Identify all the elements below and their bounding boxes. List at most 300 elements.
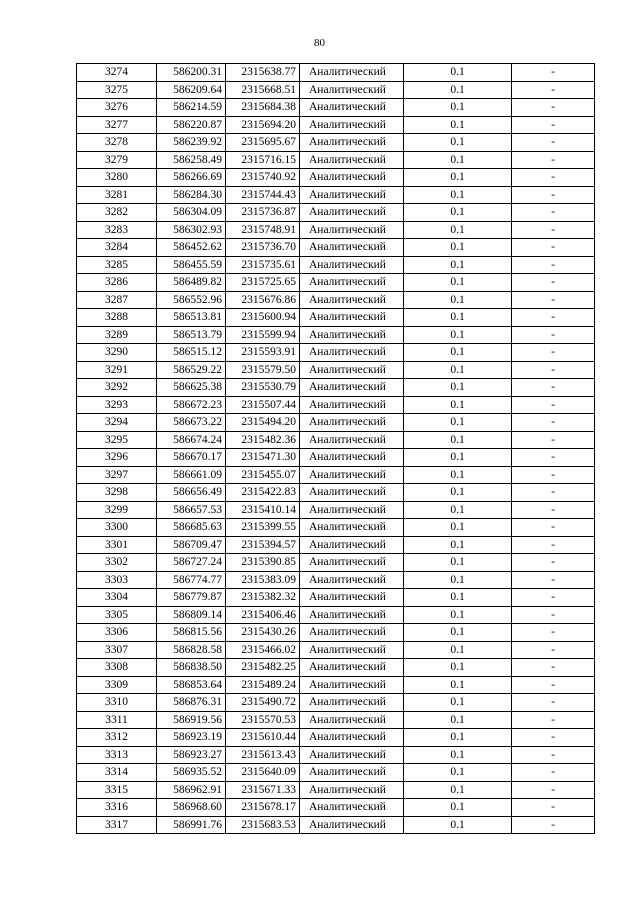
note-cell: -: [512, 641, 595, 659]
y-coordinate-cell: 2315471.30: [226, 449, 300, 467]
table-row: [77, 694, 595, 712]
note-cell: -: [512, 396, 595, 414]
point-number-cell: 3317: [77, 816, 157, 834]
y-coordinate-cell: 2315530.79: [226, 379, 300, 397]
note-cell: -: [512, 344, 595, 362]
method-cell: Аналитический: [300, 694, 404, 712]
accuracy-cell: 0.1: [404, 781, 512, 799]
method-cell: Аналитический: [300, 291, 404, 309]
note-cell: -: [512, 431, 595, 449]
note-cell: -: [512, 746, 595, 764]
point-number-cell: 3284: [77, 239, 157, 257]
method-cell: Аналитический: [300, 536, 404, 554]
table-row: [77, 81, 595, 99]
table-row: [77, 64, 595, 82]
accuracy-cell: 0.1: [404, 729, 512, 747]
table-row: [77, 326, 595, 344]
accuracy-cell: 0.1: [404, 81, 512, 99]
point-number-cell: 3287: [77, 291, 157, 309]
table-row: [77, 221, 595, 239]
y-coordinate-cell: 2315570.53: [226, 711, 300, 729]
point-number-cell: 3277: [77, 116, 157, 134]
method-cell: Аналитический: [300, 501, 404, 519]
table-row: [77, 484, 595, 502]
y-coordinate-cell: 2315507.44: [226, 396, 300, 414]
table-row: [77, 396, 595, 414]
accuracy-cell: 0.1: [404, 344, 512, 362]
method-cell: Аналитический: [300, 186, 404, 204]
point-number-cell: 3282: [77, 204, 157, 222]
y-coordinate-cell: 2315748.91: [226, 221, 300, 239]
note-cell: -: [512, 659, 595, 677]
y-coordinate-cell: 2315716.15: [226, 151, 300, 169]
point-number-cell: 3311: [77, 711, 157, 729]
point-number-cell: 3297: [77, 466, 157, 484]
x-coordinate-cell: 586529.22: [157, 361, 226, 379]
table-row: [77, 746, 595, 764]
point-number-cell: 3308: [77, 659, 157, 677]
y-coordinate-cell: 2315382.32: [226, 589, 300, 607]
method-cell: Аналитический: [300, 326, 404, 344]
y-coordinate-cell: 2315489.24: [226, 676, 300, 694]
point-number-cell: 3302: [77, 554, 157, 572]
accuracy-cell: 0.1: [404, 589, 512, 607]
table-row: [77, 256, 595, 274]
table-row: [77, 309, 595, 327]
table-row: [77, 554, 595, 572]
table-row: [77, 169, 595, 187]
method-cell: Аналитический: [300, 781, 404, 799]
point-number-cell: 3296: [77, 449, 157, 467]
table-row: [77, 781, 595, 799]
method-cell: Аналитический: [300, 116, 404, 134]
point-number-cell: 3310: [77, 694, 157, 712]
x-coordinate-cell: 586853.64: [157, 676, 226, 694]
note-cell: -: [512, 256, 595, 274]
point-number-cell: 3283: [77, 221, 157, 239]
x-coordinate-cell: 586513.81: [157, 309, 226, 327]
method-cell: Аналитический: [300, 239, 404, 257]
x-coordinate-cell: 586239.92: [157, 134, 226, 152]
y-coordinate-cell: 2315638.77: [226, 64, 300, 82]
accuracy-cell: 0.1: [404, 204, 512, 222]
accuracy-cell: 0.1: [404, 816, 512, 834]
x-coordinate-cell: 586513.79: [157, 326, 226, 344]
point-number-cell: 3292: [77, 379, 157, 397]
note-cell: -: [512, 484, 595, 502]
note-cell: -: [512, 536, 595, 554]
point-number-cell: 3274: [77, 64, 157, 82]
accuracy-cell: 0.1: [404, 326, 512, 344]
point-number-cell: 3276: [77, 99, 157, 117]
accuracy-cell: 0.1: [404, 414, 512, 432]
note-cell: -: [512, 466, 595, 484]
note-cell: -: [512, 169, 595, 187]
table-row: [77, 676, 595, 694]
point-number-cell: 3316: [77, 799, 157, 817]
point-number-cell: 3314: [77, 764, 157, 782]
accuracy-cell: 0.1: [404, 64, 512, 82]
method-cell: Аналитический: [300, 99, 404, 117]
method-cell: Аналитический: [300, 554, 404, 572]
method-cell: Аналитический: [300, 151, 404, 169]
y-coordinate-cell: 2315599.94: [226, 326, 300, 344]
method-cell: Аналитический: [300, 361, 404, 379]
x-coordinate-cell: 586515.12: [157, 344, 226, 362]
table-row: [77, 204, 595, 222]
accuracy-cell: 0.1: [404, 274, 512, 292]
method-cell: Аналитический: [300, 799, 404, 817]
y-coordinate-cell: 2315671.33: [226, 781, 300, 799]
accuracy-cell: 0.1: [404, 256, 512, 274]
method-cell: Аналитический: [300, 274, 404, 292]
table-row: [77, 589, 595, 607]
x-coordinate-cell: 586674.24: [157, 431, 226, 449]
note-cell: -: [512, 606, 595, 624]
point-number-cell: 3288: [77, 309, 157, 327]
table-row: [77, 659, 595, 677]
y-coordinate-cell: 2315676.86: [226, 291, 300, 309]
accuracy-cell: 0.1: [404, 134, 512, 152]
method-cell: Аналитический: [300, 589, 404, 607]
y-coordinate-cell: 2315736.70: [226, 239, 300, 257]
table-row: [77, 291, 595, 309]
method-cell: Аналитический: [300, 729, 404, 747]
method-cell: Аналитический: [300, 396, 404, 414]
x-coordinate-cell: 586625.38: [157, 379, 226, 397]
accuracy-cell: 0.1: [404, 606, 512, 624]
table-row: [77, 571, 595, 589]
accuracy-cell: 0.1: [404, 746, 512, 764]
y-coordinate-cell: 2315640.09: [226, 764, 300, 782]
x-coordinate-cell: 586685.63: [157, 519, 226, 537]
y-coordinate-cell: 2315668.51: [226, 81, 300, 99]
accuracy-cell: 0.1: [404, 116, 512, 134]
x-coordinate-cell: 586302.93: [157, 221, 226, 239]
accuracy-cell: 0.1: [404, 396, 512, 414]
method-cell: Аналитический: [300, 746, 404, 764]
note-cell: -: [512, 449, 595, 467]
method-cell: Аналитический: [300, 134, 404, 152]
method-cell: Аналитический: [300, 484, 404, 502]
x-coordinate-cell: 586991.76: [157, 816, 226, 834]
accuracy-cell: 0.1: [404, 169, 512, 187]
x-coordinate-cell: 586968.60: [157, 799, 226, 817]
note-cell: -: [512, 589, 595, 607]
point-number-cell: 3303: [77, 571, 157, 589]
y-coordinate-cell: 2315684.38: [226, 99, 300, 117]
table-row: [77, 186, 595, 204]
method-cell: Аналитический: [300, 169, 404, 187]
y-coordinate-cell: 2315695.67: [226, 134, 300, 152]
y-coordinate-cell: 2315455.07: [226, 466, 300, 484]
table-row: [77, 711, 595, 729]
y-coordinate-cell: 2315683.53: [226, 816, 300, 834]
accuracy-cell: 0.1: [404, 309, 512, 327]
point-number-cell: 3285: [77, 256, 157, 274]
accuracy-cell: 0.1: [404, 554, 512, 572]
point-number-cell: 3313: [77, 746, 157, 764]
method-cell: Аналитический: [300, 221, 404, 239]
x-coordinate-cell: 586779.87: [157, 589, 226, 607]
method-cell: Аналитический: [300, 64, 404, 82]
point-number-cell: 3278: [77, 134, 157, 152]
y-coordinate-cell: 2315394.57: [226, 536, 300, 554]
y-coordinate-cell: 2315610.44: [226, 729, 300, 747]
note-cell: -: [512, 99, 595, 117]
point-number-cell: 3275: [77, 81, 157, 99]
x-coordinate-cell: 586815.56: [157, 624, 226, 642]
note-cell: -: [512, 204, 595, 222]
note-cell: -: [512, 116, 595, 134]
x-coordinate-cell: 586214.59: [157, 99, 226, 117]
x-coordinate-cell: 586209.64: [157, 81, 226, 99]
accuracy-cell: 0.1: [404, 449, 512, 467]
method-cell: Аналитический: [300, 256, 404, 274]
table-row: [77, 816, 595, 834]
table-row: [77, 466, 595, 484]
y-coordinate-cell: 2315406.46: [226, 606, 300, 624]
accuracy-cell: 0.1: [404, 379, 512, 397]
note-cell: -: [512, 309, 595, 327]
note-cell: -: [512, 781, 595, 799]
accuracy-cell: 0.1: [404, 291, 512, 309]
method-cell: Аналитический: [300, 816, 404, 834]
y-coordinate-cell: 2315466.02: [226, 641, 300, 659]
page-number: 80: [314, 37, 325, 49]
x-coordinate-cell: 586657.53: [157, 501, 226, 519]
table-row: [77, 501, 595, 519]
x-coordinate-cell: 586838.50: [157, 659, 226, 677]
accuracy-cell: 0.1: [404, 536, 512, 554]
x-coordinate-cell: 586489.82: [157, 274, 226, 292]
note-cell: -: [512, 571, 595, 589]
x-coordinate-cell: 586670.17: [157, 449, 226, 467]
x-coordinate-cell: 586774.77: [157, 571, 226, 589]
x-coordinate-cell: 586709.47: [157, 536, 226, 554]
y-coordinate-cell: 2315390.85: [226, 554, 300, 572]
method-cell: Аналитический: [300, 379, 404, 397]
point-number-cell: 3299: [77, 501, 157, 519]
accuracy-cell: 0.1: [404, 571, 512, 589]
y-coordinate-cell: 2315678.17: [226, 799, 300, 817]
accuracy-cell: 0.1: [404, 501, 512, 519]
point-number-cell: 3291: [77, 361, 157, 379]
table-row: [77, 239, 595, 257]
x-coordinate-cell: 586828.58: [157, 641, 226, 659]
point-number-cell: 3298: [77, 484, 157, 502]
accuracy-cell: 0.1: [404, 659, 512, 677]
note-cell: -: [512, 519, 595, 537]
note-cell: -: [512, 764, 595, 782]
table-row: [77, 116, 595, 134]
x-coordinate-cell: 586258.49: [157, 151, 226, 169]
coordinates-table: [76, 63, 595, 834]
table-row: [77, 624, 595, 642]
y-coordinate-cell: 2315744.43: [226, 186, 300, 204]
y-coordinate-cell: 2315600.94: [226, 309, 300, 327]
x-coordinate-cell: 586727.24: [157, 554, 226, 572]
note-cell: -: [512, 326, 595, 344]
accuracy-cell: 0.1: [404, 799, 512, 817]
note-cell: -: [512, 239, 595, 257]
table-row: [77, 134, 595, 152]
x-coordinate-cell: 586672.23: [157, 396, 226, 414]
accuracy-cell: 0.1: [404, 764, 512, 782]
point-number-cell: 3315: [77, 781, 157, 799]
accuracy-cell: 0.1: [404, 431, 512, 449]
method-cell: Аналитический: [300, 764, 404, 782]
note-cell: -: [512, 816, 595, 834]
point-number-cell: 3312: [77, 729, 157, 747]
method-cell: Аналитический: [300, 624, 404, 642]
accuracy-cell: 0.1: [404, 466, 512, 484]
y-coordinate-cell: 2315490.72: [226, 694, 300, 712]
x-coordinate-cell: 586266.69: [157, 169, 226, 187]
point-number-cell: 3306: [77, 624, 157, 642]
note-cell: -: [512, 501, 595, 519]
point-number-cell: 3307: [77, 641, 157, 659]
x-coordinate-cell: 586200.31: [157, 64, 226, 82]
table-row: [77, 536, 595, 554]
table-row: [77, 99, 595, 117]
point-number-cell: 3279: [77, 151, 157, 169]
accuracy-cell: 0.1: [404, 99, 512, 117]
y-coordinate-cell: 2315383.09: [226, 571, 300, 589]
note-cell: -: [512, 186, 595, 204]
note-cell: -: [512, 64, 595, 82]
table-row: [77, 641, 595, 659]
y-coordinate-cell: 2315613.43: [226, 746, 300, 764]
method-cell: Аналитический: [300, 641, 404, 659]
x-coordinate-cell: 586661.09: [157, 466, 226, 484]
note-cell: -: [512, 624, 595, 642]
note-cell: -: [512, 414, 595, 432]
point-number-cell: 3290: [77, 344, 157, 362]
y-coordinate-cell: 2315593.91: [226, 344, 300, 362]
method-cell: Аналитический: [300, 676, 404, 694]
point-number-cell: 3294: [77, 414, 157, 432]
y-coordinate-cell: 2315482.36: [226, 431, 300, 449]
x-coordinate-cell: 586962.91: [157, 781, 226, 799]
accuracy-cell: 0.1: [404, 676, 512, 694]
table-row: [77, 799, 595, 817]
x-coordinate-cell: 586455.59: [157, 256, 226, 274]
accuracy-cell: 0.1: [404, 361, 512, 379]
x-coordinate-cell: 586923.27: [157, 746, 226, 764]
table-row: [77, 274, 595, 292]
y-coordinate-cell: 2315740.92: [226, 169, 300, 187]
method-cell: Аналитический: [300, 449, 404, 467]
x-coordinate-cell: 586919.56: [157, 711, 226, 729]
method-cell: Аналитический: [300, 81, 404, 99]
table-row: [77, 431, 595, 449]
method-cell: Аналитический: [300, 519, 404, 537]
note-cell: -: [512, 729, 595, 747]
point-number-cell: 3281: [77, 186, 157, 204]
accuracy-cell: 0.1: [404, 484, 512, 502]
point-number-cell: 3301: [77, 536, 157, 554]
point-number-cell: 3286: [77, 274, 157, 292]
x-coordinate-cell: 586304.09: [157, 204, 226, 222]
x-coordinate-cell: 586552.96: [157, 291, 226, 309]
accuracy-cell: 0.1: [404, 186, 512, 204]
note-cell: -: [512, 291, 595, 309]
table-row: [77, 361, 595, 379]
note-cell: -: [512, 694, 595, 712]
note-cell: -: [512, 221, 595, 239]
y-coordinate-cell: 2315399.55: [226, 519, 300, 537]
accuracy-cell: 0.1: [404, 641, 512, 659]
accuracy-cell: 0.1: [404, 519, 512, 537]
y-coordinate-cell: 2315422.83: [226, 484, 300, 502]
table-row: [77, 519, 595, 537]
table-row: [77, 449, 595, 467]
accuracy-cell: 0.1: [404, 239, 512, 257]
note-cell: -: [512, 676, 595, 694]
x-coordinate-cell: 586656.49: [157, 484, 226, 502]
method-cell: Аналитический: [300, 204, 404, 222]
x-coordinate-cell: 586923.19: [157, 729, 226, 747]
point-number-cell: 3304: [77, 589, 157, 607]
x-coordinate-cell: 586876.31: [157, 694, 226, 712]
method-cell: Аналитический: [300, 344, 404, 362]
x-coordinate-cell: 586220.87: [157, 116, 226, 134]
method-cell: Аналитический: [300, 606, 404, 624]
point-number-cell: 3305: [77, 606, 157, 624]
table-body: [77, 64, 595, 834]
method-cell: Аналитический: [300, 309, 404, 327]
table-row: [77, 414, 595, 432]
x-coordinate-cell: 586935.52: [157, 764, 226, 782]
y-coordinate-cell: 2315579.50: [226, 361, 300, 379]
y-coordinate-cell: 2315694.20: [226, 116, 300, 134]
method-cell: Аналитический: [300, 414, 404, 432]
note-cell: -: [512, 274, 595, 292]
note-cell: -: [512, 81, 595, 99]
accuracy-cell: 0.1: [404, 624, 512, 642]
method-cell: Аналитический: [300, 711, 404, 729]
point-number-cell: 3309: [77, 676, 157, 694]
note-cell: -: [512, 134, 595, 152]
x-coordinate-cell: 586452.62: [157, 239, 226, 257]
accuracy-cell: 0.1: [404, 694, 512, 712]
point-number-cell: 3300: [77, 519, 157, 537]
table-row: [77, 344, 595, 362]
y-coordinate-cell: 2315494.20: [226, 414, 300, 432]
point-number-cell: 3295: [77, 431, 157, 449]
x-coordinate-cell: 586809.14: [157, 606, 226, 624]
y-coordinate-cell: 2315482.25: [226, 659, 300, 677]
point-number-cell: 3289: [77, 326, 157, 344]
table-row: [77, 379, 595, 397]
table-row: [77, 729, 595, 747]
y-coordinate-cell: 2315735.61: [226, 256, 300, 274]
note-cell: -: [512, 799, 595, 817]
note-cell: -: [512, 379, 595, 397]
y-coordinate-cell: 2315410.14: [226, 501, 300, 519]
method-cell: Аналитический: [300, 466, 404, 484]
accuracy-cell: 0.1: [404, 151, 512, 169]
point-number-cell: 3280: [77, 169, 157, 187]
method-cell: Аналитический: [300, 431, 404, 449]
table-row: [77, 764, 595, 782]
method-cell: Аналитический: [300, 659, 404, 677]
accuracy-cell: 0.1: [404, 221, 512, 239]
y-coordinate-cell: 2315736.87: [226, 204, 300, 222]
table-row: [77, 151, 595, 169]
note-cell: -: [512, 151, 595, 169]
